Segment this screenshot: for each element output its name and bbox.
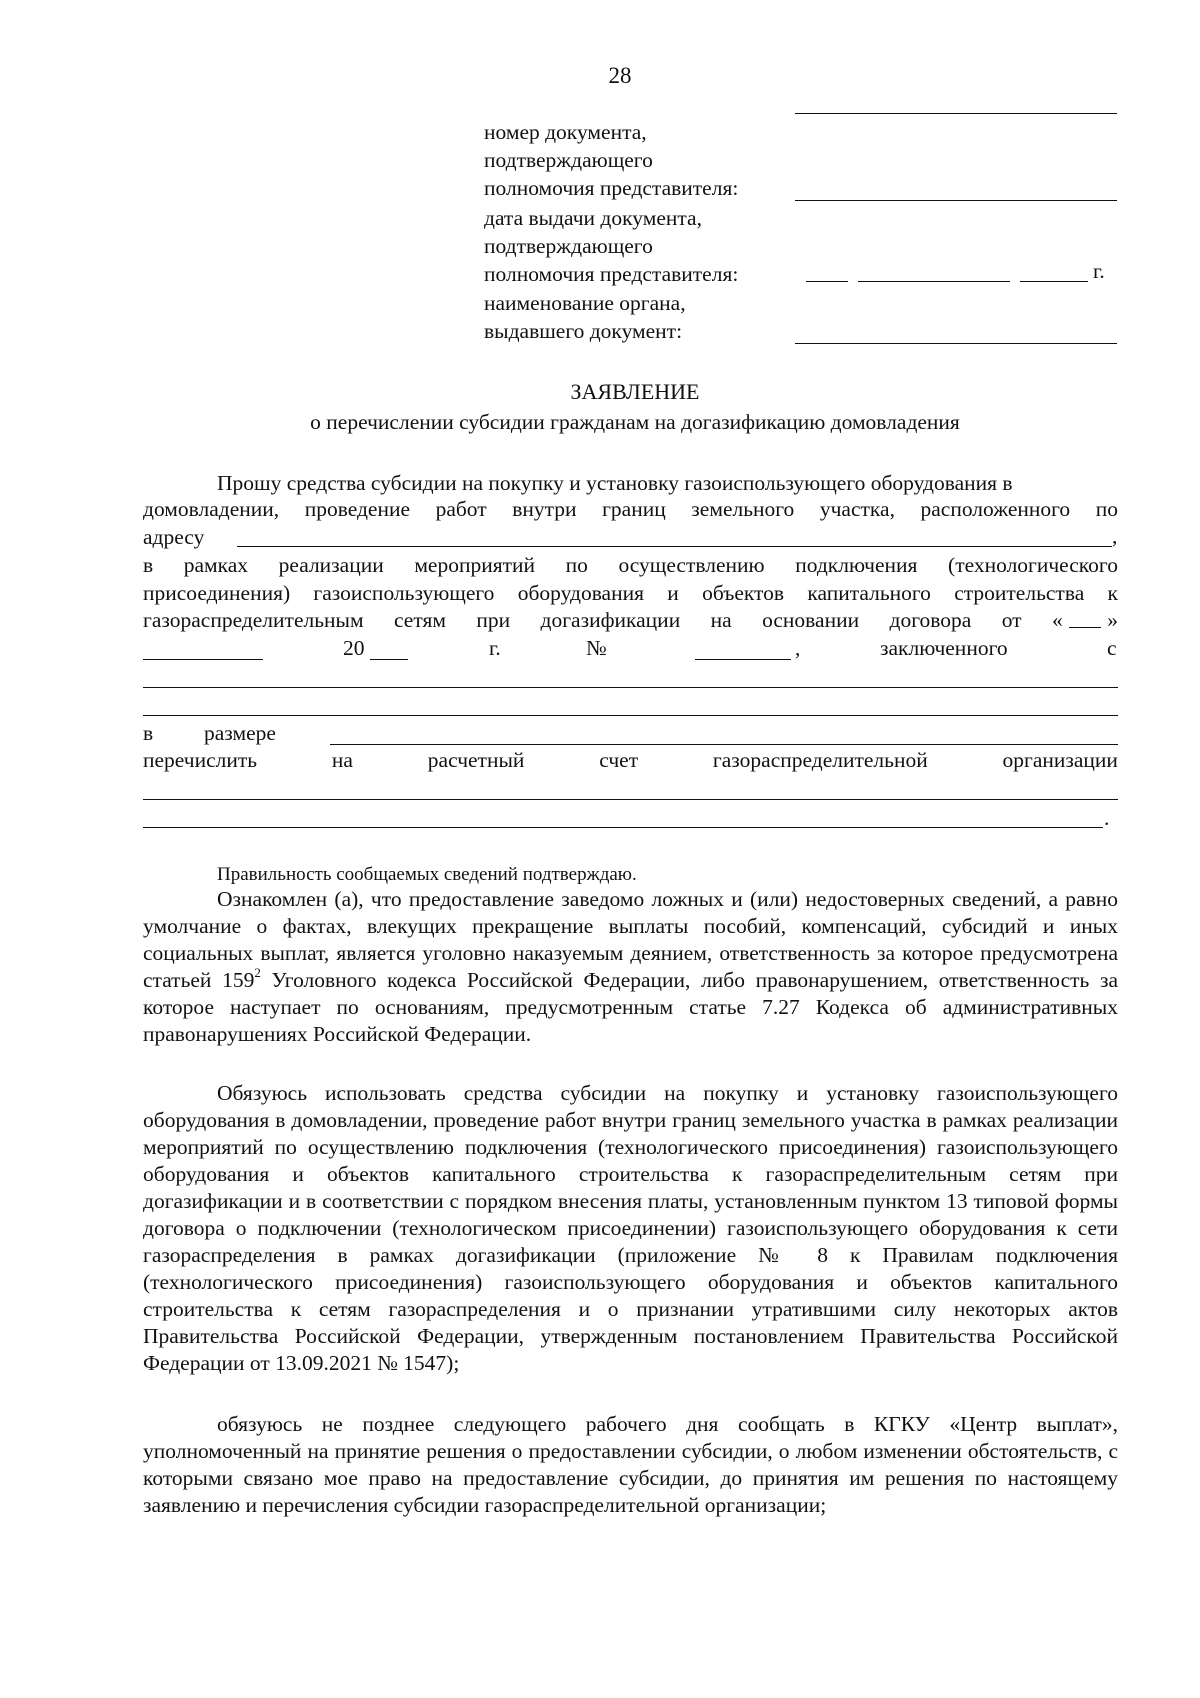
- word: границ: [602, 497, 666, 521]
- word: расположенного: [920, 497, 1071, 521]
- contractor-blank-1[interactable]: [143, 687, 1118, 688]
- request-line-2: [143, 496, 1118, 523]
- word: догазификации: [540, 608, 681, 632]
- quote-open: «: [1051, 608, 1063, 632]
- confirmation-text: Правильность сообщаемых сведений подтверждаю.: [217, 864, 637, 885]
- contract-comma: ,: [795, 636, 801, 660]
- account-blank-1[interactable]: [143, 799, 1118, 800]
- word: расчетный: [427, 748, 525, 772]
- word: оборудования: [517, 581, 645, 605]
- word: подключения: [795, 553, 918, 577]
- word: основании: [762, 608, 860, 632]
- word: проведение: [304, 497, 411, 521]
- request-line-1: Прошу средства субсидии на покупку и установку газоиспользующего оборудования в: [217, 471, 1013, 495]
- word: работ: [435, 497, 487, 521]
- word: счет: [599, 748, 639, 772]
- contract-number-blank[interactable]: [695, 659, 791, 660]
- word: договора: [889, 608, 972, 632]
- amount-label: размере: [204, 721, 276, 745]
- date-day-blank[interactable]: [806, 281, 848, 282]
- request-line-4: [143, 552, 1118, 579]
- page-number: 28: [608, 63, 632, 88]
- contractor-blank-2[interactable]: [143, 715, 1118, 716]
- label-line: подтверждающего: [484, 234, 653, 258]
- number-sign: №: [586, 636, 607, 660]
- with-label: с: [1107, 636, 1117, 660]
- label-line: наименование органа,: [484, 291, 686, 315]
- warning-text-before: Ознакомлен (а), что предоставление заведомо ложных и (или) недостоверных сведений, а равно умолчание о фактах, влекущих прекращение выплаты пособий, компенсаций, субсидий и иных социальных выплат, является уголовно наказуемым деянием, ответственность за которое предусмотрена статьей 159: [143, 887, 1118, 992]
- word: от: [1001, 608, 1022, 632]
- word: газоиспользующего: [313, 581, 495, 605]
- year-prefix: 20: [343, 636, 365, 660]
- warning-text-after: Уголовного кодекса Российской Федерации, либо правонарушением, ответственность за которое наступает по основаниям, предусмотренным статье 7.27 Кодекса об административных правонарушениях Российской Федерации.: [143, 968, 1118, 1046]
- contract-day-blank[interactable]: [1069, 627, 1101, 628]
- word: реализации: [278, 553, 384, 577]
- obligation-paragraph-1: Обязуюсь использовать средства субсидии на покупку и установку газоиспользующего оборудования в домовладении, проведение работ внутри границ земельного участка в рамках реализации мероприятий по осуществлению подключения (технологического присоединения) газоиспользующего оборудования и объектов капитального строительства к газораспределительным сетям при догазификации и в соответствии с порядком внесения платы, установленным пунктом 13 типовой формы договора о подключении (технологическом присоединении) газоиспользующего оборудования к сети газораспределения в рамках догазификации (приложение № 8 к Правилам подключения (технологического присоединения) газоиспользующего оборудования и объектов капитального строительства к сетям газораспределения и о признании утратившими силу некоторых актов Правительства Российской Федерации, утвержденным постановлением Правительства Российской Федерации от 13.09.2021 № 1547);: [143, 1081, 1118, 1375]
- account-blank-2[interactable]: [143, 827, 1103, 828]
- date-year-blank[interactable]: [1020, 281, 1088, 282]
- word: по: [1095, 497, 1118, 521]
- word: по: [565, 553, 588, 577]
- document-subtitle: о перечислении субсидии гражданам на догазификацию домовладения: [310, 410, 960, 434]
- quote-close: »: [1107, 608, 1118, 632]
- word: на: [710, 608, 732, 632]
- word: на: [331, 748, 353, 772]
- word: перечислить: [143, 748, 258, 772]
- amount-in: в: [143, 721, 154, 745]
- word: газораспределительным: [143, 608, 364, 632]
- amount-blank[interactable]: [330, 744, 1118, 745]
- year-suffix-contract: г.: [489, 636, 501, 660]
- word: осуществлению: [618, 553, 765, 577]
- word: организации: [1002, 748, 1118, 772]
- label-line: выдавшего документ:: [484, 319, 683, 343]
- article-superscript: 2: [254, 964, 261, 980]
- label-line: подтверждающего: [484, 148, 653, 172]
- word: в: [143, 553, 154, 577]
- year-suffix: г.: [1093, 259, 1105, 283]
- obligation-paragraph-2: обязуюсь не позднее следующего рабочего дня сообщать в КГКУ «Центр выплат», уполномоченный на принятие решения о предоставлении субсидии, о любом изменении обстоятельств, с которыми связано мое право на предоставление субсидии, до принятия им решения по настоящему заявлению и перечисления субсидии газораспределительной организации;: [143, 1412, 1118, 1517]
- blank-top[interactable]: [795, 113, 1117, 114]
- address-blank[interactable]: [237, 546, 1112, 547]
- label-line: полномочия представителя:: [484, 176, 739, 200]
- label-line: номер документа,: [484, 120, 647, 144]
- contract-day-group: [1052, 607, 1118, 634]
- warning-paragraph: [143, 886, 1118, 1048]
- word: строительства: [954, 581, 1085, 605]
- document-title: ЗАЯВЛЕНИЕ: [570, 379, 700, 404]
- request-line-6: [143, 607, 1118, 634]
- word: земельного: [691, 497, 795, 521]
- word: внутри: [512, 497, 577, 521]
- word: рамках: [183, 553, 249, 577]
- transfer-line: [143, 747, 1118, 774]
- address-comma: ,: [1112, 524, 1118, 548]
- doc-number-blank[interactable]: [795, 200, 1117, 201]
- contract-year-blank[interactable]: [370, 659, 408, 660]
- word: (технологического: [948, 553, 1118, 577]
- word: домовладении,: [143, 497, 280, 521]
- word: капитального: [807, 581, 931, 605]
- word: при: [476, 608, 511, 632]
- word: к: [1107, 581, 1118, 605]
- word: и: [667, 581, 679, 605]
- final-period: .: [1104, 806, 1110, 830]
- contract-month-blank[interactable]: [143, 659, 263, 660]
- address-label: адресу: [143, 525, 205, 549]
- word: сетям: [393, 608, 446, 632]
- request-line-5: [143, 580, 1118, 607]
- word: присоединения): [143, 581, 291, 605]
- label-line: дата выдачи документа,: [484, 206, 702, 230]
- word: участка,: [819, 497, 895, 521]
- concluded-label: заключенного: [880, 636, 1008, 660]
- label-line: полномочия представителя:: [484, 262, 739, 286]
- word: объектов: [702, 581, 785, 605]
- word: газораспределительной: [712, 748, 928, 772]
- issuer-blank[interactable]: [795, 343, 1117, 344]
- word: мероприятий: [414, 553, 536, 577]
- date-month-blank[interactable]: [858, 281, 1010, 282]
